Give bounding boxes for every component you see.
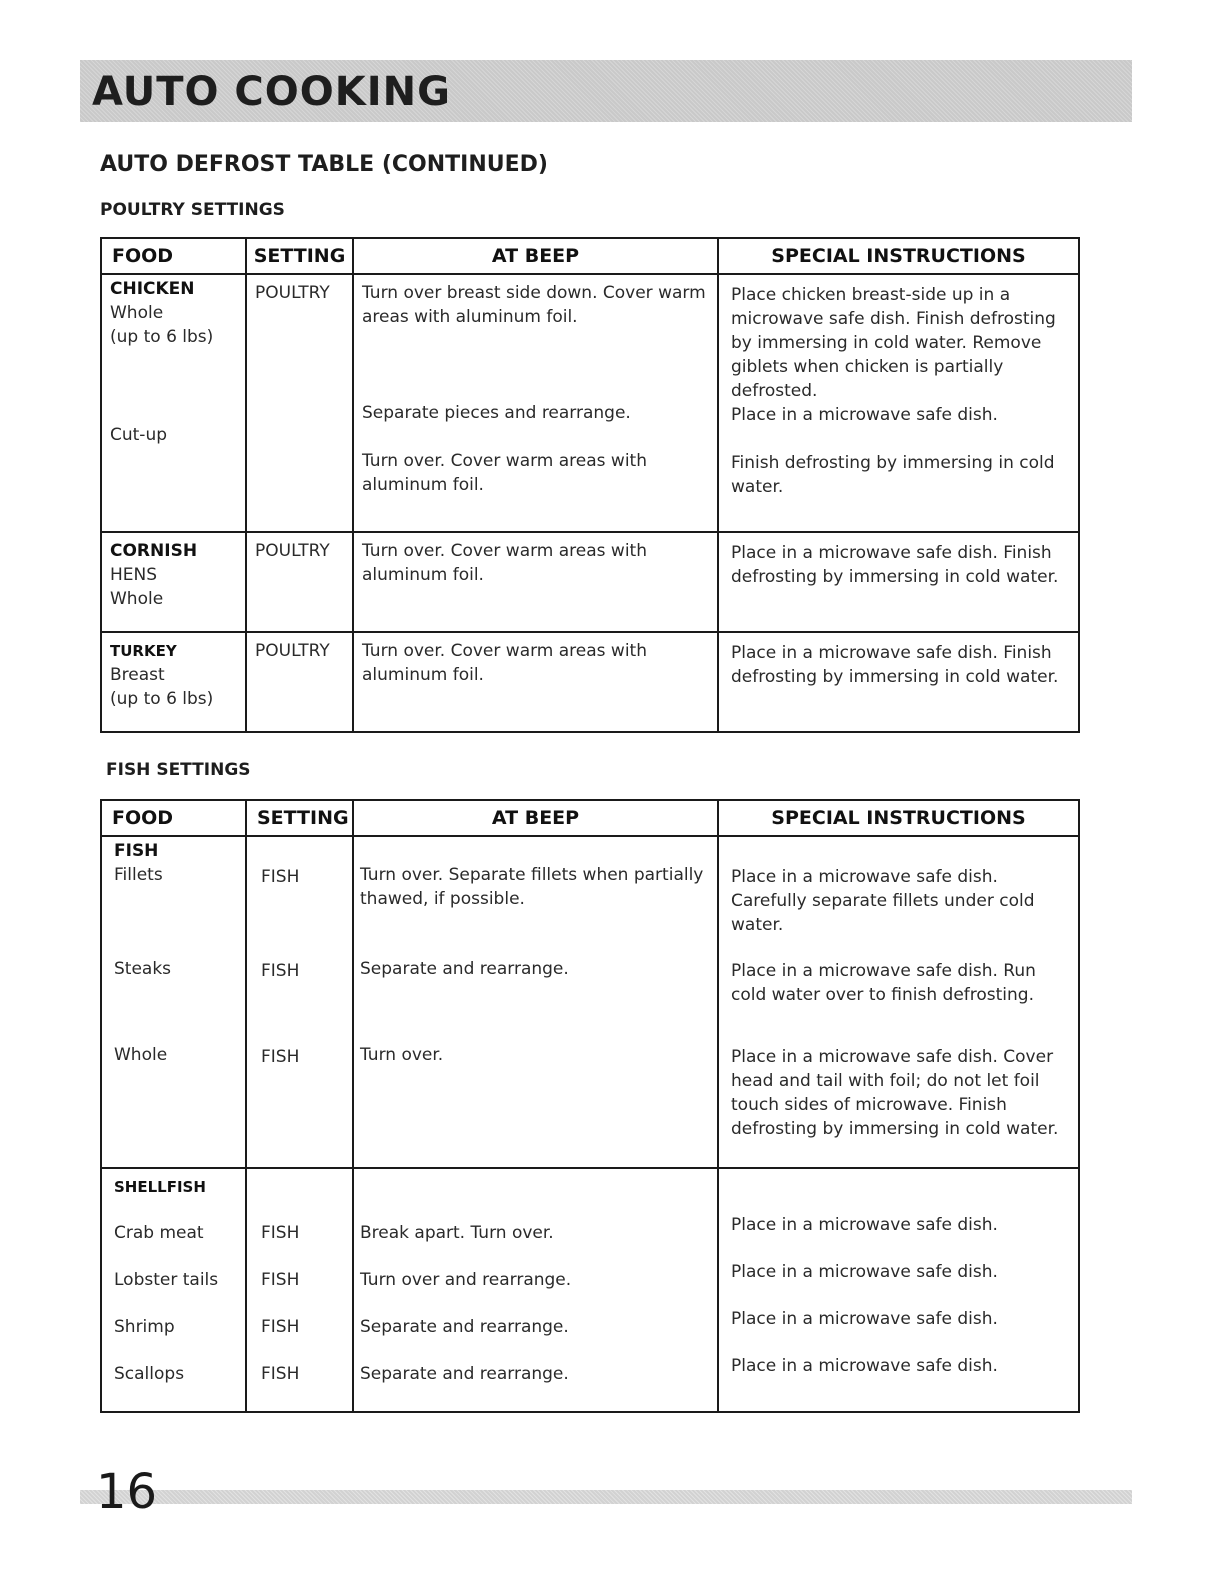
instruction-text: Place in a microwave safe dish. Run cold water over to finish defrosting. <box>731 961 1036 1005</box>
food-name: SHELLFISH <box>114 1178 206 1196</box>
food-variant: (up to 6 lbs) <box>110 689 214 709</box>
food-variant: HENS <box>110 565 158 585</box>
footer-bar <box>80 1490 1132 1504</box>
page-number: 16 <box>96 1464 158 1520</box>
instruction-text: Place in a microwave safe dish. <box>731 1262 998 1282</box>
setting-value: FISH <box>261 1223 300 1243</box>
food-variant: Crab meat <box>114 1223 204 1243</box>
setting-value: FISH <box>261 1270 300 1290</box>
instruction-text: Place in a microwave safe dish. <box>731 1309 998 1329</box>
instruction-text: Place in a microwave safe dish. <box>731 1215 998 1235</box>
table-row <box>101 836 1079 1168</box>
instruction-text: Finish defrosting by immersing in cold water. <box>731 453 1055 497</box>
poultry-section-title: POULTRY SETTINGS <box>100 200 285 220</box>
setting-value: FISH <box>261 961 300 981</box>
beep-text: Turn over. Cover warm areas with aluminum foil. <box>362 641 647 685</box>
col-setting: SETTING <box>246 800 353 836</box>
fish-section-title: FISH SETTINGS <box>106 760 251 780</box>
food-variant: Whole <box>110 303 164 323</box>
instruction-text: Place in a microwave safe dish. Finish defrosting by immersing in cold water. <box>731 543 1059 587</box>
food-variant: Breast <box>110 665 165 685</box>
food-variant: Shrimp <box>114 1317 175 1337</box>
col-at-beep: AT BEEP <box>353 238 718 274</box>
beep-text: Turn over. <box>360 1045 444 1065</box>
setting-value: POULTRY <box>255 541 330 561</box>
beep-text: Turn over. Cover warm areas with aluminum foil. <box>362 541 647 585</box>
instruction-text: Place in a microwave safe dish. Cover head and tail with foil; do not let foil touch sides of microwave. Finish defrosting by immersing in cold water. <box>731 1047 1059 1139</box>
setting-value: POULTRY <box>255 283 330 303</box>
beep-text: Separate pieces and rearrange. <box>362 403 631 423</box>
table-row <box>101 532 1079 632</box>
poultry-table <box>100 237 1080 733</box>
beep-text: Turn over. Cover warm areas with aluminum foil. <box>362 451 647 495</box>
food-variant: Fillets <box>114 865 163 885</box>
food-name: FISH <box>114 841 159 861</box>
setting-value: FISH <box>261 1047 300 1067</box>
beep-text: Separate and rearrange. <box>360 1317 569 1337</box>
table-row <box>101 1168 1079 1412</box>
col-special-instructions: SPECIAL INSTRUCTIONS <box>718 800 1079 836</box>
instruction-text: Place chicken breast-side up in a microwave safe dish. Finish defrosting by immersing in cold water. Remove giblets when chicken is partially defrosted. <box>731 285 1056 401</box>
food-variant: Whole <box>114 1045 168 1065</box>
col-special-instructions: SPECIAL INSTRUCTIONS <box>718 238 1079 274</box>
food-variant: Cut-up <box>110 425 168 445</box>
food-variant: Steaks <box>114 959 172 979</box>
instruction-text: Place in a microwave safe dish. <box>731 1356 998 1376</box>
col-food: FOOD <box>101 800 246 836</box>
instruction-text: Place in a microwave safe dish. Carefully separate fillets under cold water. <box>731 867 1035 935</box>
poultry-header-row <box>101 238 1079 274</box>
beep-text: Turn over and rearrange. <box>360 1270 572 1290</box>
food-variant: Whole <box>110 589 164 609</box>
food-name: TURKEY <box>110 642 177 660</box>
food-name: CHICKEN <box>110 279 195 299</box>
page-title: AUTO COOKING <box>92 69 451 115</box>
table-row <box>101 632 1079 732</box>
col-at-beep: AT BEEP <box>353 800 718 836</box>
fish-header-row <box>101 800 1079 836</box>
beep-text: Turn over. Separate fillets when partially thawed, if possible. <box>360 865 704 909</box>
food-name: CORNISH <box>110 541 198 561</box>
food-weight: (up to 6 lbs) <box>110 327 214 347</box>
setting-value: FISH <box>261 1364 300 1384</box>
fish-table <box>100 799 1080 1413</box>
setting-value: FISH <box>261 867 300 887</box>
beep-text: Separate and rearrange. <box>360 1364 569 1384</box>
col-setting: SETTING <box>246 238 353 274</box>
instruction-text: Place in a microwave safe dish. <box>731 405 998 425</box>
setting-value: POULTRY <box>255 641 330 661</box>
food-variant: Scallops <box>114 1364 185 1384</box>
col-food: FOOD <box>101 238 246 274</box>
instruction-text: Place in a microwave safe dish. Finish defrosting by immersing in cold water. <box>731 643 1059 687</box>
table-row <box>101 274 1079 532</box>
beep-text: Break apart. Turn over. <box>360 1223 554 1243</box>
food-variant: Lobster tails <box>114 1270 219 1290</box>
table-subtitle: AUTO DEFROST TABLE (CONTINUED) <box>100 152 548 177</box>
setting-value: FISH <box>261 1317 300 1337</box>
beep-text: Turn over breast side down. Cover warm areas with aluminum foil. <box>362 283 706 327</box>
beep-text: Separate and rearrange. <box>360 959 569 979</box>
